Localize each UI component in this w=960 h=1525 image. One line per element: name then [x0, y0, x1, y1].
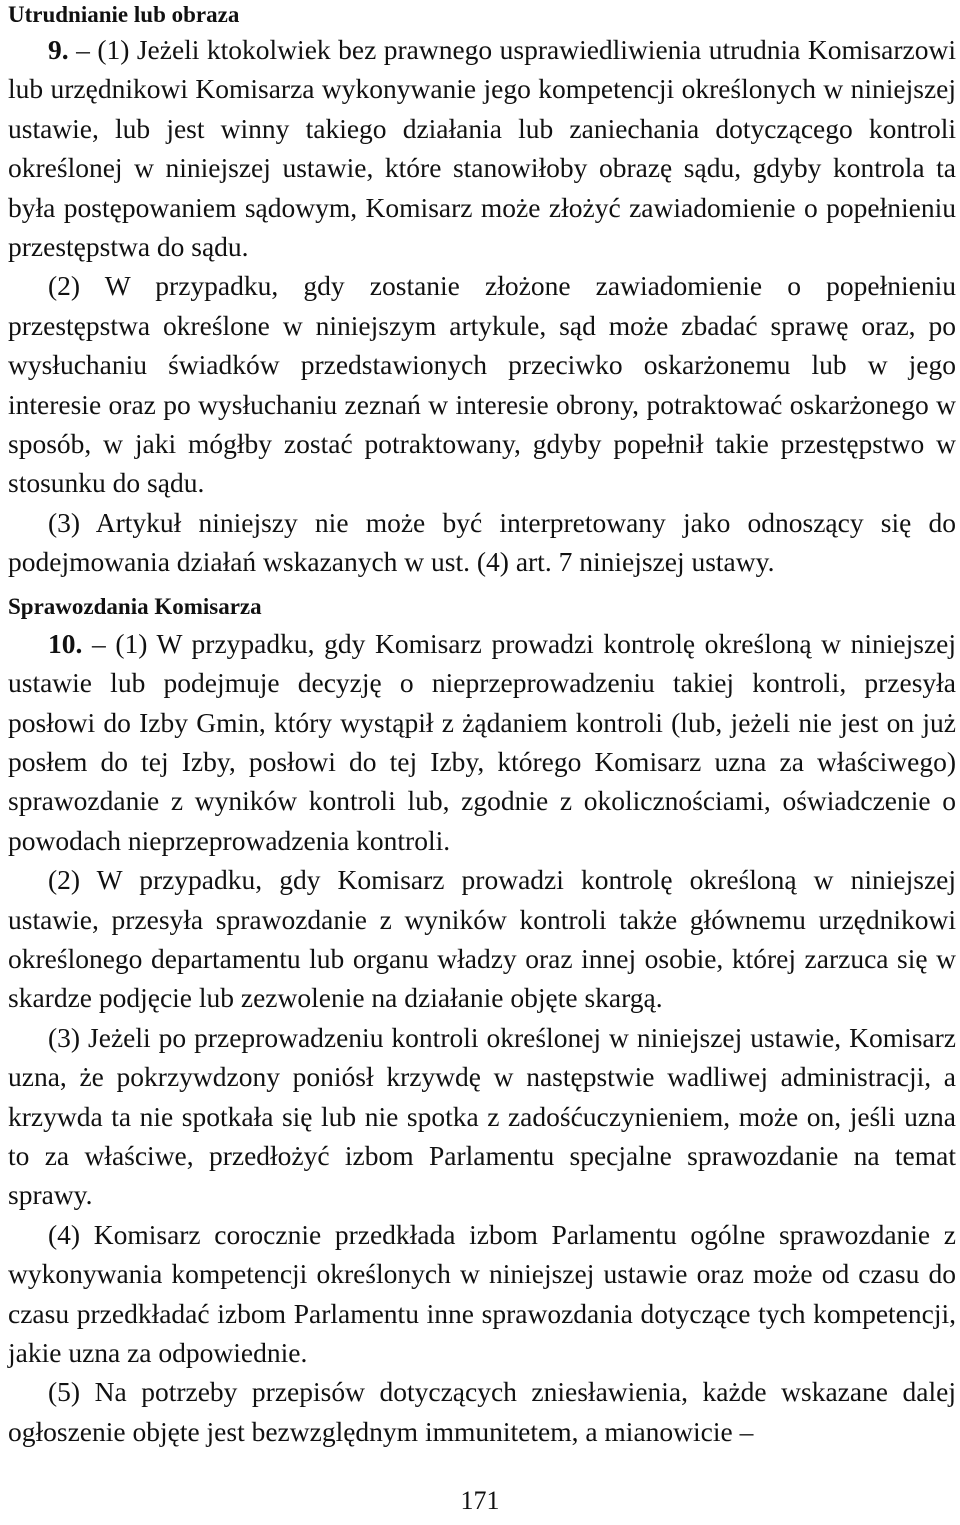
section-10-paragraph-2: (2) W przypadku, gdy Komisarz prowadzi kontrolę określoną w niniejszej ustawie, przesyła sprawozdanie z wyników kontroli także głównemu urzędnikowi określonego departamentu lub organu władzy oraz innej osobie, której zarzuca się w skardze podjęcie lub zezwolenie na działanie objęte skargą. [8, 864, 956, 1014]
section-10-paragraph-3: (3) Jeżeli po przeprowadzeniu kontroli określonej w niniejszej ustawie, Komisarz uzna, że pokrzywdzony poniósł krzywdę w następstwie wadliwej administracji, a krzywda ta nie spotkała się lub nie spotka z zadośćuczynieniem, może on, jeśli uzna to za właściwe, przedłożyć izbom Parlamentu specjalne sprawozdanie na temat sprawy. [8, 1021, 956, 1211]
section-9-paragraph-3: (3) Artykuł niniejszy nie może być interpretowany jako odnoszący się do podejmowania działań wskazanych w ust. (4) art. 7 niniejszej ustawy. [8, 506, 956, 578]
section-10-paragraph-4: (4) Komisarz corocznie przedkłada izbom Parlamentu ogólne sprawozdanie z wykonywania kompetencji określonych w niniejszej ustawie oraz może od czasu do czasu przedkładać izbom Parlamentu inne sprawozdania dotyczące tych kompetencji, jakie uzna za odpowiednie. [8, 1218, 956, 1368]
paragraph-text: – (1) W przypadku, gdy Komisarz prowadzi kontrolę określoną w niniejszej ustawie lub podejmuje decyzję o nieprzeprowadzeniu takiej kontroli, przesyła posłowi do Izby Gmin, który wystąpił z żądaniem kontroli (lub, jeżeli nie jest on już posłem do tej Izby, posłowi do tej Izby, którego Komisarz uzna za właściwego) sprawozdanie z wyników kontroli lub, zgodnie z okolicznościami, oświadczenie o powodach nieprzeprowadzenia kontroli. [8, 627, 956, 856]
section-number-9: 9. [48, 34, 69, 65]
section-9-paragraph-1 [8, 30, 956, 266]
document-page [8, 0, 956, 1451]
section-9-paragraph-2: (2) W przypadku, gdy zostanie złożone zawiadomienie o popełnieniu przestępstwa określone w niniejszym artykule, sąd może zbadać sprawę oraz, po wysłuchaniu świadków przedstawionych przeciwko oskarżonemu lub w jego interesie oraz po wysłuchaniu zeznań w interesie obrony, potraktować oskarżonego w sposób, w jaki mógłby zostać potraktowany, gdyby popełnił takie przestępstwo w stosunku do sądu. [8, 270, 956, 499]
section-10-paragraph-1 [8, 624, 956, 860]
section-number-10: 10. [48, 627, 83, 659]
section-heading-9: Utrudnianie lub obraza [8, 2, 240, 27]
paragraph-text: – (1) Jeżeli ktokolwiek bez prawnego usprawiedliwienia utrudnia Komisarzowi lub urzędnikowi Komisarza wykonywanie jego kompetencji określonych w niniejszej ustawie, lub jest winny takiego działania lub zaniechania dotyczącego kontroli określonej w niniejszej ustawie, które stanowiłoby obrazę sądu, gdyby kontrola ta była postępowaniem sądowym, Komisarz może złożyć zawiadomienie o popełnieniu przestępstwa do sądu. [8, 34, 956, 263]
section-heading-10: Sprawozdania Komisarza [8, 593, 262, 619]
page-number: 171 [460, 1486, 500, 1515]
section-10-paragraph-5: (5) Na potrzeby przepisów dotyczących zniesławienia, każde wskazane dalej ogłoszenie objęte jest bezwzględnym immunitetem, a mianowicie – [8, 1376, 956, 1447]
